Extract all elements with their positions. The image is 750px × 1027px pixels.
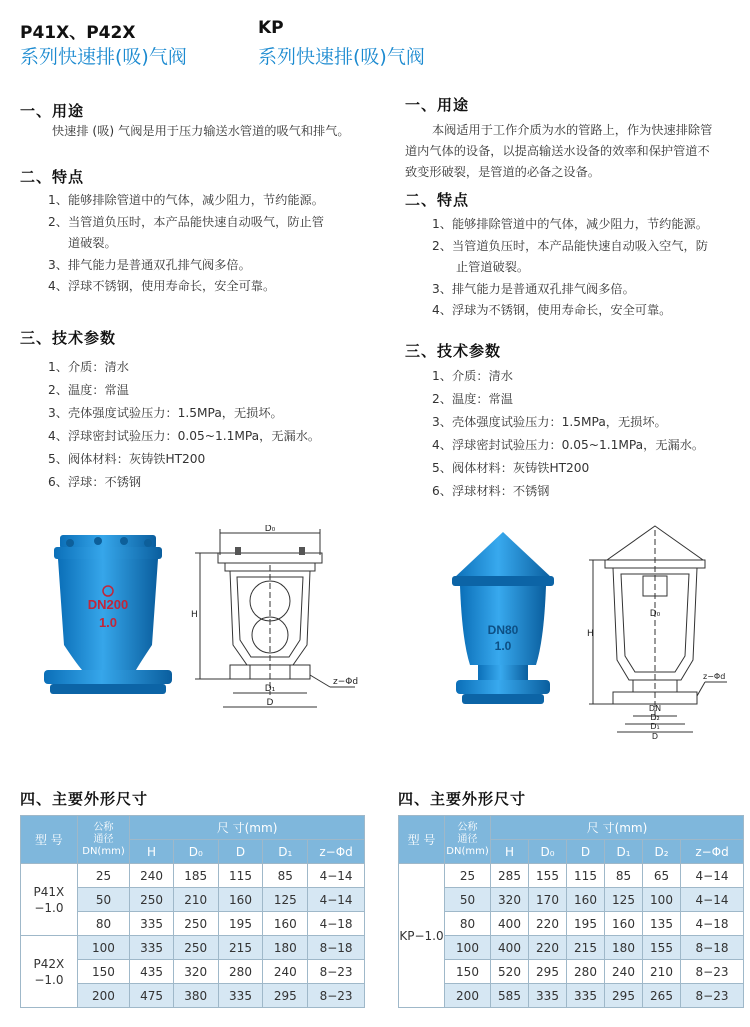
right-dims-heading: 四、主要外形尺寸	[398, 790, 527, 808]
table-cell: 160	[567, 888, 605, 912]
left-param-6: 6、浮球：不锈钢	[48, 475, 142, 489]
kp-marking-pn: 1.0	[494, 639, 512, 653]
col-header-d1: D₁	[263, 840, 308, 864]
table-cell: 8−23	[308, 960, 365, 984]
table-cell: 215	[567, 936, 605, 960]
right-feature-3: 3、排气能力是普通双孔排气阀多倍。	[432, 282, 635, 296]
table-cell: 4−14	[308, 888, 365, 912]
table-cell: 240	[130, 864, 174, 888]
right-usage-line-3: 致变形破裂，是管道的必备之设备。	[405, 165, 600, 179]
col-header-h: H	[130, 840, 174, 864]
right-params-heading: 三、技术参数	[405, 342, 502, 360]
left-feature-2-cont: 道破裂。	[68, 236, 117, 250]
table-cell: 160	[605, 912, 643, 936]
table-cell: 50	[77, 888, 129, 912]
model-cell: P41X −1.0	[21, 864, 78, 936]
table-row	[399, 912, 744, 936]
table-cell: 8−23	[681, 984, 744, 1008]
table-cell: 320	[491, 888, 529, 912]
right-param-1: 1、介质：清水	[432, 369, 513, 383]
table-cell: 585	[491, 984, 529, 1008]
table-cell: 210	[643, 960, 681, 984]
table-cell: 8−23	[681, 960, 744, 984]
table-cell: 335	[567, 984, 605, 1008]
table-cell: 335	[130, 912, 174, 936]
table-cell: 65	[643, 864, 681, 888]
table-cell: 215	[218, 936, 263, 960]
table-cell: 220	[529, 936, 567, 960]
table-cell: 285	[491, 864, 529, 888]
table-cell: 400	[491, 936, 529, 960]
kp-dimension-table	[398, 815, 744, 1008]
left-model-title: P41X、P42X	[20, 23, 136, 43]
drawing-h-label: H	[587, 629, 594, 639]
drawing-d-label: D	[266, 698, 274, 708]
p41x-valve-photo	[40, 535, 180, 715]
table-cell: 280	[567, 960, 605, 984]
right-feature-2: 2、当管道负压时，本产品能快速自动吸入空气，防	[432, 239, 708, 253]
kp-technical-drawing	[585, 520, 730, 740]
table-cell: 435	[130, 960, 174, 984]
table-cell: 295	[263, 984, 308, 1008]
right-features-heading: 二、特点	[405, 191, 470, 209]
right-usage-heading: 一、用途	[405, 96, 470, 114]
table-cell: 520	[491, 960, 529, 984]
right-model-title: KP	[258, 18, 284, 38]
table-row	[399, 984, 744, 1008]
table-row	[399, 936, 744, 960]
table-cell: 250	[173, 936, 218, 960]
table-cell: 115	[218, 864, 263, 888]
table-cell: 125	[263, 888, 308, 912]
table-cell: 150	[445, 960, 491, 984]
drawing-zphi-label: z−Φd	[333, 677, 359, 687]
table-cell: 200	[77, 984, 129, 1008]
right-param-3: 3、壳体强度试验压力：1.5MPa，无损坏。	[432, 415, 667, 429]
table-cell: 4−14	[308, 864, 365, 888]
table-cell: 4−18	[681, 912, 744, 936]
drawing-d0-label: D₀	[264, 525, 276, 534]
table-cell: 400	[491, 912, 529, 936]
table-cell: 250	[130, 888, 174, 912]
table-cell: 100	[643, 888, 681, 912]
drawing-h-label: H	[191, 610, 198, 620]
table-cell: 220	[529, 912, 567, 936]
right-param-4: 4、浮球密封试验压力：0.05~1.1MPa，无漏水。	[432, 438, 705, 452]
left-series-title: 系列快速排(吸)气阀	[20, 46, 187, 68]
kp-marking-dn: DN80	[487, 623, 519, 637]
p41x-marking-dn: DN200	[87, 597, 129, 612]
model-cell: KP−1.0	[399, 864, 445, 1008]
table-cell: 320	[173, 960, 218, 984]
right-param-2: 2、温度：常温	[432, 392, 513, 406]
table-cell: 80	[445, 912, 491, 936]
table-cell: 160	[218, 888, 263, 912]
table-cell: 250	[173, 912, 218, 936]
right-feature-4: 4、浮球为不锈钢，使用寿命长，安全可靠。	[432, 303, 672, 317]
left-dims-heading: 四、主要外形尺寸	[20, 790, 149, 808]
table-cell: 100	[445, 936, 491, 960]
table-cell: 475	[130, 984, 174, 1008]
p41x-technical-drawing	[185, 525, 360, 720]
table-row	[399, 960, 744, 984]
left-features-heading: 二、特点	[20, 168, 85, 186]
table-cell: 195	[218, 912, 263, 936]
drawing-d-label: D	[651, 732, 659, 740]
left-feature-2: 2、当管道负压时，本产品能快速自动吸气，防止管	[48, 215, 324, 229]
table-cell: 295	[529, 960, 567, 984]
table-cell: 240	[263, 960, 308, 984]
left-usage-text: 快速排 (吸) 气阀是用于压力输送水管道的吸气和排气。	[52, 124, 350, 138]
col-header-dn: 公称 通径 DN(mm)	[445, 816, 491, 864]
left-feature-3: 3、排气能力是普通双孔排气阀多倍。	[48, 258, 251, 272]
table-cell: 295	[605, 984, 643, 1008]
p41x-dimension-table	[20, 815, 365, 1008]
col-header-zphi: z−Φd	[681, 840, 744, 864]
left-feature-1: 1、能够排除管道中的气体，减少阻力，节约能源。	[48, 193, 324, 207]
table-cell: 195	[567, 912, 605, 936]
drawing-dn-label: DN	[648, 704, 662, 713]
table-cell: 160	[263, 912, 308, 936]
table-cell: 50	[445, 888, 491, 912]
table-cell: 180	[263, 936, 308, 960]
left-param-3: 3、壳体强度试验压力：1.5MPa，无损坏。	[48, 406, 283, 420]
table-cell: 125	[605, 888, 643, 912]
table-cell: 115	[567, 864, 605, 888]
col-header-size: 尺 寸(mm)	[491, 816, 744, 840]
right-series-title: 系列快速排(吸)气阀	[258, 46, 425, 68]
table-cell: 85	[263, 864, 308, 888]
col-header-d1: D₁	[605, 840, 643, 864]
table-cell: 100	[77, 936, 129, 960]
left-param-4: 4、浮球密封试验压力：0.05~1.1MPa，无漏水。	[48, 429, 321, 443]
col-header-type: 型 号	[21, 816, 78, 864]
table-cell: 185	[173, 864, 218, 888]
right-param-6: 6、浮球材料：不锈钢	[432, 484, 550, 498]
table-cell: 8−18	[308, 936, 365, 960]
right-feature-1: 1、能够排除管道中的气体，减少阻力，节约能源。	[432, 217, 708, 231]
table-row	[399, 888, 744, 912]
table-cell: 240	[605, 960, 643, 984]
table-row	[21, 864, 365, 888]
left-param-2: 2、温度：常温	[48, 383, 129, 397]
drawing-zphi-label: z−Φd	[703, 672, 726, 681]
table-cell: 150	[77, 960, 129, 984]
table-cell: 80	[77, 912, 129, 936]
table-cell: 200	[445, 984, 491, 1008]
right-usage-line-1: 本阀适用于工作介质为水的管路上，作为快速排除管	[432, 123, 713, 137]
table-cell: 4−14	[681, 888, 744, 912]
table-cell: 210	[173, 888, 218, 912]
table-row	[21, 936, 365, 960]
table-row	[399, 864, 744, 888]
table-cell: 265	[643, 984, 681, 1008]
table-cell: 180	[605, 936, 643, 960]
table-cell: 335	[130, 936, 174, 960]
table-cell: 4−18	[308, 912, 365, 936]
table-cell: 8−23	[308, 984, 365, 1008]
col-header-d2: D₂	[643, 840, 681, 864]
col-header-h: H	[491, 840, 529, 864]
col-header-dn: 公称 通径 DN(mm)	[77, 816, 129, 864]
table-cell: 4−14	[681, 864, 744, 888]
right-usage-line-2: 道内气体的设备，以提高输送水设备的效率和保护管道不	[405, 144, 710, 158]
table-cell: 170	[529, 888, 567, 912]
col-header-d: D	[567, 840, 605, 864]
left-feature-4: 4、浮球不锈钢，使用寿命长，安全可靠。	[48, 279, 276, 293]
col-header-d: D	[218, 840, 263, 864]
left-usage-heading: 一、用途	[20, 102, 85, 120]
right-param-5: 5、阀体材料：灰铸铁HT200	[432, 461, 590, 475]
col-header-d0: D₀	[529, 840, 567, 864]
table-cell: 25	[77, 864, 129, 888]
table-cell: 380	[173, 984, 218, 1008]
table-cell: 85	[605, 864, 643, 888]
col-header-size: 尺 寸(mm)	[130, 816, 365, 840]
model-cell: P42X −1.0	[21, 936, 78, 1008]
table-cell: 335	[218, 984, 263, 1008]
right-feature-2-cont: 止管道破裂。	[456, 260, 530, 274]
p41x-marking-pn: 1.0	[98, 615, 118, 630]
left-param-5: 5、阀体材料：灰铸铁HT200	[48, 452, 206, 466]
drawing-d1-label: D₁	[264, 684, 276, 694]
table-cell: 155	[643, 936, 681, 960]
drawing-d0-label: D₀	[649, 609, 661, 619]
drawing-d1-label: D₁	[650, 722, 660, 731]
table-cell: 8−18	[681, 936, 744, 960]
col-header-type: 型 号	[399, 816, 445, 864]
table-cell: 135	[643, 912, 681, 936]
table-cell: 25	[445, 864, 491, 888]
table-cell: 280	[218, 960, 263, 984]
drawing-d2-label: D₂	[650, 713, 660, 722]
col-header-zphi: z−Φd	[308, 840, 365, 864]
left-param-1: 1、介质：清水	[48, 360, 129, 374]
table-cell: 335	[529, 984, 567, 1008]
table-cell: 155	[529, 864, 567, 888]
kp-valve-photo	[448, 530, 558, 720]
left-params-heading: 三、技术参数	[20, 329, 117, 347]
col-header-d0: D₀	[173, 840, 218, 864]
